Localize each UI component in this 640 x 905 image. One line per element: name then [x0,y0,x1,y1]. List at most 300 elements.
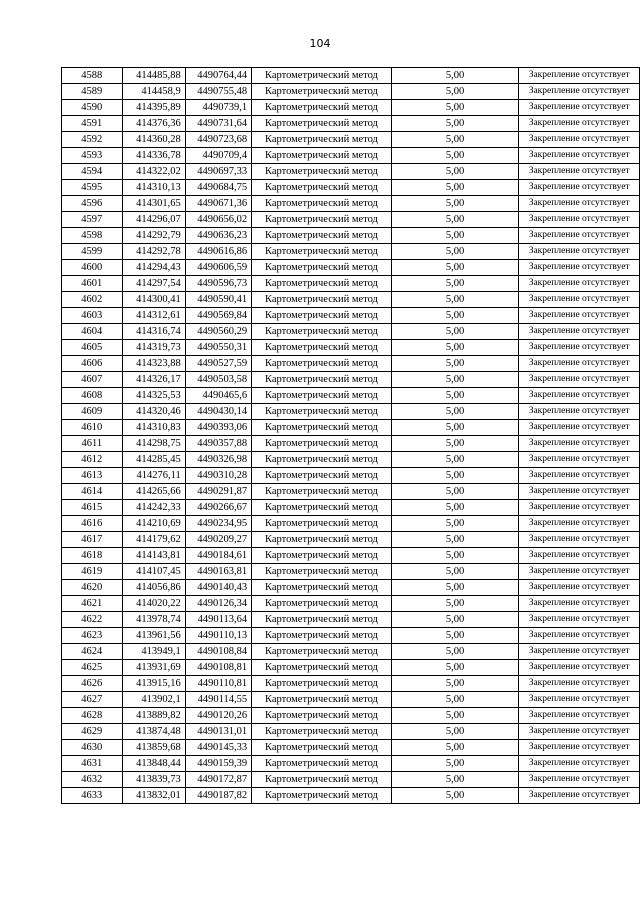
fixing-cell: Закрепление отсутствует [519,612,640,628]
method-cell: Картометрический метод [252,436,392,452]
coordinates-table [61,67,640,804]
x-coordinate-cell: 414292,78 [122,244,185,260]
x-coordinate-cell: 413961,56 [122,628,185,644]
x-coordinate-cell: 414210,69 [122,516,185,532]
x-coordinate-cell: 414276,11 [122,468,185,484]
table-row [62,740,640,756]
fixing-cell: Закрепление отсутствует [519,436,640,452]
accuracy-cell: 5,00 [391,340,519,356]
table-row [62,676,640,692]
y-coordinate-cell: 4490145,33 [185,740,251,756]
x-coordinate-cell: 414316,74 [122,324,185,340]
x-coordinate-cell: 413889,82 [122,708,185,724]
method-cell: Картометрический метод [252,260,392,276]
fixing-cell: Закрепление отсутствует [519,580,640,596]
point-number-cell: 4631 [62,756,123,772]
method-cell: Картометрический метод [252,340,392,356]
accuracy-cell: 5,00 [391,292,519,308]
fixing-cell: Закрепление отсутствует [519,388,640,404]
method-cell: Картометрический метод [252,740,392,756]
accuracy-cell: 5,00 [391,724,519,740]
point-number-cell: 4589 [62,84,123,100]
y-coordinate-cell: 4490636,23 [185,228,251,244]
point-number-cell: 4590 [62,100,123,116]
y-coordinate-cell: 4490163,81 [185,564,251,580]
y-coordinate-cell: 4490596,73 [185,276,251,292]
table-row [62,372,640,388]
point-number-cell: 4592 [62,132,123,148]
fixing-cell: Закрепление отсутствует [519,228,640,244]
y-coordinate-cell: 4490131,01 [185,724,251,740]
accuracy-cell: 5,00 [391,628,519,644]
method-cell: Картометрический метод [252,772,392,788]
x-coordinate-cell: 414298,75 [122,436,185,452]
table-row [62,548,640,564]
fixing-cell: Закрепление отсутствует [519,148,640,164]
y-coordinate-cell: 4490120,26 [185,708,251,724]
method-cell: Картометрический метод [252,228,392,244]
point-number-cell: 4622 [62,612,123,628]
table-row [62,68,640,84]
point-number-cell: 4633 [62,788,123,804]
point-number-cell: 4629 [62,724,123,740]
x-coordinate-cell: 413931,69 [122,660,185,676]
table-row [62,484,640,500]
method-cell: Картометрический метод [252,532,392,548]
y-coordinate-cell: 4490108,81 [185,660,251,676]
fixing-cell: Закрепление отсутствует [519,244,640,260]
y-coordinate-cell: 4490172,87 [185,772,251,788]
fixing-cell: Закрепление отсутствует [519,292,640,308]
point-number-cell: 4611 [62,436,123,452]
y-coordinate-cell: 4490723,68 [185,132,251,148]
fixing-cell: Закрепление отсутствует [519,324,640,340]
fixing-cell: Закрепление отсутствует [519,276,640,292]
accuracy-cell: 5,00 [391,468,519,484]
y-coordinate-cell: 4490326,98 [185,452,251,468]
accuracy-cell: 5,00 [391,676,519,692]
x-coordinate-cell: 413949,1 [122,644,185,660]
point-number-cell: 4613 [62,468,123,484]
accuracy-cell: 5,00 [391,708,519,724]
table-row [62,356,640,372]
point-number-cell: 4615 [62,500,123,516]
point-number-cell: 4601 [62,276,123,292]
x-coordinate-cell: 414301,65 [122,196,185,212]
method-cell: Картометрический метод [252,788,392,804]
y-coordinate-cell: 4490110,81 [185,676,251,692]
accuracy-cell: 5,00 [391,196,519,212]
accuracy-cell: 5,00 [391,324,519,340]
fixing-cell: Закрепление отсутствует [519,404,640,420]
point-number-cell: 4620 [62,580,123,596]
method-cell: Картометрический метод [252,628,392,644]
fixing-cell: Закрепление отсутствует [519,724,640,740]
x-coordinate-cell: 414285,45 [122,452,185,468]
table-row [62,308,640,324]
accuracy-cell: 5,00 [391,772,519,788]
x-coordinate-cell: 414265,66 [122,484,185,500]
table-row [62,788,640,804]
fixing-cell: Закрепление отсутствует [519,756,640,772]
fixing-cell: Закрепление отсутствует [519,708,640,724]
accuracy-cell: 5,00 [391,452,519,468]
accuracy-cell: 5,00 [391,420,519,436]
fixing-cell: Закрепление отсутствует [519,532,640,548]
method-cell: Картометрический метод [252,84,392,100]
fixing-cell: Закрепление отсутствует [519,692,640,708]
accuracy-cell: 5,00 [391,68,519,84]
fixing-cell: Закрепление отсутствует [519,164,640,180]
method-cell: Картометрический метод [252,644,392,660]
x-coordinate-cell: 413902,1 [122,692,185,708]
fixing-cell: Закрепление отсутствует [519,772,640,788]
x-coordinate-cell: 414458,9 [122,84,185,100]
table-row [62,644,640,660]
point-number-cell: 4604 [62,324,123,340]
method-cell: Картометрический метод [252,500,392,516]
table-row [62,692,640,708]
accuracy-cell: 5,00 [391,372,519,388]
x-coordinate-cell: 413915,16 [122,676,185,692]
method-cell: Картометрический метод [252,468,392,484]
table-row [62,324,640,340]
accuracy-cell: 5,00 [391,404,519,420]
accuracy-cell: 5,00 [391,596,519,612]
y-coordinate-cell: 4490209,27 [185,532,251,548]
method-cell: Картометрический метод [252,516,392,532]
table-row [62,420,640,436]
x-coordinate-cell: 413859,68 [122,740,185,756]
table-row [62,292,640,308]
y-coordinate-cell: 4490357,88 [185,436,251,452]
x-coordinate-cell: 414395,89 [122,100,185,116]
fixing-cell: Закрепление отсутствует [519,740,640,756]
table-row [62,516,640,532]
method-cell: Картометрический метод [252,484,392,500]
method-cell: Картометрический метод [252,388,392,404]
table-row [62,276,640,292]
x-coordinate-cell: 413978,74 [122,612,185,628]
fixing-cell: Закрепление отсутствует [519,660,640,676]
y-coordinate-cell: 4490739,1 [185,100,251,116]
method-cell: Картометрический метод [252,164,392,180]
y-coordinate-cell: 4490616,86 [185,244,251,260]
accuracy-cell: 5,00 [391,788,519,804]
table-row [62,388,640,404]
fixing-cell: Закрепление отсутствует [519,100,640,116]
y-coordinate-cell: 4490393,06 [185,420,251,436]
x-coordinate-cell: 414312,61 [122,308,185,324]
accuracy-cell: 5,00 [391,148,519,164]
y-coordinate-cell: 4490110,13 [185,628,251,644]
accuracy-cell: 5,00 [391,740,519,756]
y-coordinate-cell: 4490671,36 [185,196,251,212]
accuracy-cell: 5,00 [391,388,519,404]
accuracy-cell: 5,00 [391,260,519,276]
y-coordinate-cell: 4490291,87 [185,484,251,500]
fixing-cell: Закрепление отсутствует [519,468,640,484]
x-coordinate-cell: 414376,36 [122,116,185,132]
point-number-cell: 4599 [62,244,123,260]
fixing-cell: Закрепление отсутствует [519,308,640,324]
table-row [62,564,640,580]
table-row [62,628,640,644]
point-number-cell: 4614 [62,484,123,500]
table-row [62,84,640,100]
table-row [62,612,640,628]
x-coordinate-cell: 413874,48 [122,724,185,740]
fixing-cell: Закрепление отсутствует [519,260,640,276]
method-cell: Картометрический метод [252,580,392,596]
point-number-cell: 4595 [62,180,123,196]
x-coordinate-cell: 414310,83 [122,420,185,436]
method-cell: Картометрический метод [252,244,392,260]
table-row [62,164,640,180]
table-row [62,340,640,356]
accuracy-cell: 5,00 [391,180,519,196]
accuracy-cell: 5,00 [391,132,519,148]
y-coordinate-cell: 4490697,33 [185,164,251,180]
method-cell: Картометрический метод [252,708,392,724]
x-coordinate-cell: 414319,73 [122,340,185,356]
point-number-cell: 4632 [62,772,123,788]
point-number-cell: 4607 [62,372,123,388]
fixing-cell: Закрепление отсутствует [519,788,640,804]
accuracy-cell: 5,00 [391,100,519,116]
y-coordinate-cell: 4490606,59 [185,260,251,276]
fixing-cell: Закрепление отсутствует [519,452,640,468]
y-coordinate-cell: 4490684,75 [185,180,251,196]
table-row [62,468,640,484]
x-coordinate-cell: 414297,54 [122,276,185,292]
method-cell: Картометрический метод [252,564,392,580]
fixing-cell: Закрепление отсутствует [519,84,640,100]
accuracy-cell: 5,00 [391,436,519,452]
point-number-cell: 4591 [62,116,123,132]
accuracy-cell: 5,00 [391,484,519,500]
fixing-cell: Закрепление отсутствует [519,548,640,564]
y-coordinate-cell: 4490108,84 [185,644,251,660]
table-row [62,436,640,452]
table-row [62,772,640,788]
accuracy-cell: 5,00 [391,276,519,292]
table-row [62,100,640,116]
table-row [62,180,640,196]
accuracy-cell: 5,00 [391,116,519,132]
point-number-cell: 4610 [62,420,123,436]
table-row [62,404,640,420]
x-coordinate-cell: 414056,86 [122,580,185,596]
method-cell: Картометрический метод [252,308,392,324]
fixing-cell: Закрепление отсутствует [519,196,640,212]
table-row [62,660,640,676]
point-number-cell: 4602 [62,292,123,308]
point-number-cell: 4597 [62,212,123,228]
point-number-cell: 4624 [62,644,123,660]
x-coordinate-cell: 414179,62 [122,532,185,548]
fixing-cell: Закрепление отсутствует [519,212,640,228]
point-number-cell: 4606 [62,356,123,372]
coordinates-table-body [62,68,640,804]
method-cell: Картометрический метод [252,68,392,84]
page-number: 104 [309,37,331,50]
y-coordinate-cell: 4490764,44 [185,68,251,84]
accuracy-cell: 5,00 [391,516,519,532]
accuracy-cell: 5,00 [391,84,519,100]
point-number-cell: 4630 [62,740,123,756]
method-cell: Картометрический метод [252,196,392,212]
table-row [62,500,640,516]
y-coordinate-cell: 4490656,02 [185,212,251,228]
point-number-cell: 4588 [62,68,123,84]
fixing-cell: Закрепление отсутствует [519,484,640,500]
x-coordinate-cell: 414143,81 [122,548,185,564]
x-coordinate-cell: 413832,01 [122,788,185,804]
y-coordinate-cell: 4490755,48 [185,84,251,100]
point-number-cell: 4596 [62,196,123,212]
y-coordinate-cell: 4490184,61 [185,548,251,564]
point-number-cell: 4616 [62,516,123,532]
method-cell: Картометрический метод [252,452,392,468]
method-cell: Картометрический метод [252,212,392,228]
point-number-cell: 4603 [62,308,123,324]
fixing-cell: Закрепление отсутствует [519,628,640,644]
method-cell: Картометрический метод [252,692,392,708]
y-coordinate-cell: 4490266,67 [185,500,251,516]
point-number-cell: 4612 [62,452,123,468]
point-number-cell: 4600 [62,260,123,276]
x-coordinate-cell: 414320,46 [122,404,185,420]
accuracy-cell: 5,00 [391,692,519,708]
fixing-cell: Закрепление отсутствует [519,564,640,580]
point-number-cell: 4608 [62,388,123,404]
x-coordinate-cell: 414336,78 [122,148,185,164]
y-coordinate-cell: 4490527,59 [185,356,251,372]
point-number-cell: 4619 [62,564,123,580]
accuracy-cell: 5,00 [391,164,519,180]
accuracy-cell: 5,00 [391,548,519,564]
y-coordinate-cell: 4490113,64 [185,612,251,628]
x-coordinate-cell: 414360,28 [122,132,185,148]
y-coordinate-cell: 4490140,43 [185,580,251,596]
fixing-cell: Закрепление отсутствует [519,180,640,196]
x-coordinate-cell: 414294,43 [122,260,185,276]
x-coordinate-cell: 414292,79 [122,228,185,244]
y-coordinate-cell: 4490503,58 [185,372,251,388]
accuracy-cell: 5,00 [391,532,519,548]
point-number-cell: 4626 [62,676,123,692]
fixing-cell: Закрепление отсутствует [519,644,640,660]
y-coordinate-cell: 4490550,31 [185,340,251,356]
x-coordinate-cell: 414326,17 [122,372,185,388]
x-coordinate-cell: 414322,02 [122,164,185,180]
method-cell: Картометрический метод [252,548,392,564]
method-cell: Картометрический метод [252,276,392,292]
fixing-cell: Закрепление отсутствует [519,420,640,436]
method-cell: Картометрический метод [252,292,392,308]
fixing-cell: Закрепление отсутствует [519,116,640,132]
y-coordinate-cell: 4490731,64 [185,116,251,132]
accuracy-cell: 5,00 [391,356,519,372]
method-cell: Картометрический метод [252,180,392,196]
method-cell: Картометрический метод [252,612,392,628]
point-number-cell: 4605 [62,340,123,356]
accuracy-cell: 5,00 [391,612,519,628]
y-coordinate-cell: 4490126,34 [185,596,251,612]
table-row [62,756,640,772]
x-coordinate-cell: 413839,73 [122,772,185,788]
fixing-cell: Закрепление отсутствует [519,356,640,372]
point-number-cell: 4618 [62,548,123,564]
fixing-cell: Закрепление отсутствует [519,596,640,612]
y-coordinate-cell: 4490590,41 [185,292,251,308]
table-row [62,116,640,132]
y-coordinate-cell: 4490234,95 [185,516,251,532]
point-number-cell: 4617 [62,532,123,548]
method-cell: Картометрический метод [252,148,392,164]
table-row [62,196,640,212]
table-row [62,212,640,228]
method-cell: Картометрический метод [252,356,392,372]
fixing-cell: Закрепление отсутствует [519,340,640,356]
accuracy-cell: 5,00 [391,644,519,660]
point-number-cell: 4627 [62,692,123,708]
method-cell: Картометрический метод [252,724,392,740]
table-row [62,580,640,596]
fixing-cell: Закрепление отсутствует [519,132,640,148]
method-cell: Картометрический метод [252,420,392,436]
table-row [62,708,640,724]
method-cell: Картометрический метод [252,324,392,340]
point-number-cell: 4621 [62,596,123,612]
fixing-cell: Закрепление отсутствует [519,372,640,388]
point-number-cell: 4628 [62,708,123,724]
method-cell: Картометрический метод [252,132,392,148]
x-coordinate-cell: 414242,33 [122,500,185,516]
method-cell: Картометрический метод [252,404,392,420]
method-cell: Картометрический метод [252,660,392,676]
y-coordinate-cell: 4490310,28 [185,468,251,484]
point-number-cell: 4625 [62,660,123,676]
x-coordinate-cell: 414020,22 [122,596,185,612]
table-row [62,596,640,612]
table-row [62,452,640,468]
fixing-cell: Закрепление отсутствует [519,68,640,84]
point-number-cell: 4609 [62,404,123,420]
accuracy-cell: 5,00 [391,308,519,324]
point-number-cell: 4598 [62,228,123,244]
method-cell: Картометрический метод [252,116,392,132]
accuracy-cell: 5,00 [391,564,519,580]
fixing-cell: Закрепление отсутствует [519,516,640,532]
accuracy-cell: 5,00 [391,228,519,244]
table-row [62,244,640,260]
x-coordinate-cell: 413848,44 [122,756,185,772]
y-coordinate-cell: 4490560,29 [185,324,251,340]
method-cell: Картометрический метод [252,596,392,612]
table-row [62,132,640,148]
x-coordinate-cell: 414323,88 [122,356,185,372]
x-coordinate-cell: 414296,07 [122,212,185,228]
y-coordinate-cell: 4490465,6 [185,388,251,404]
y-coordinate-cell: 4490709,4 [185,148,251,164]
table-row [62,724,640,740]
x-coordinate-cell: 414107,45 [122,564,185,580]
x-coordinate-cell: 414310,13 [122,180,185,196]
method-cell: Картометрический метод [252,756,392,772]
fixing-cell: Закрепление отсутствует [519,500,640,516]
